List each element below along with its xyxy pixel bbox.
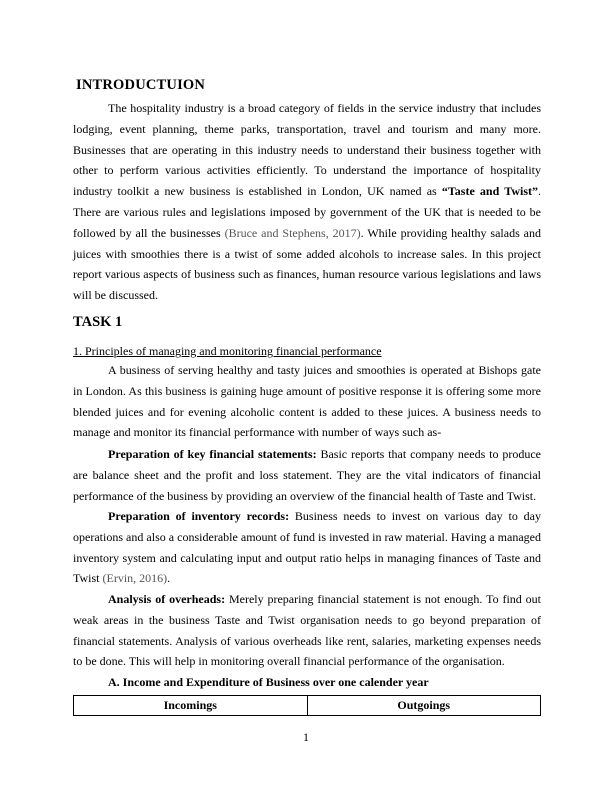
table-caption: A. Income and Expenditure of Business over one calender year [108,675,429,689]
business-name: “Taste and Twist” [441,184,538,199]
citation: (Bruce and Stephens, 2017) [224,225,361,240]
task1-heading: TASK 1 [73,314,123,330]
overheads-paragraph: Analysis of overheads: Merely preparing financial statement is not enough. To find out weak areas in the business Taste and Twist organisation needs to go beyond preparation of financial statements. Analysis of various overheads like rent, salaries, marketing expenses needs to be done. This will help in monitoring overall financial performance of the organisation. [73,592,541,669]
introduction-heading: INTRODUCTUION [76,77,206,93]
income-expenditure-table [73,695,541,716]
page-number: 1 [303,730,309,744]
introduction-paragraph: The hospitality industry is a broad category of fields in the service industry that includes lodging, event planning, theme parks, transportation, travel and tourism and many more. Businesses that are operating in this industry needs to understand their business together with other to perform various activities efficiently. To understand the importance of hospitality industry toolkit a new business is established in London, UK named as “Taste and Twist”. There are various rules and legislations imposed by government of the UK that is needed to be followed by all the businesses (Bruce and Stephens, 2017). While providing healthy salads and juices with smoothies there is a twist of some added alcohols to increase sales. In this project report various aspects of business such as finances, human resource various legislations and laws will be discussed. [73,101,541,303]
outgoings-header: Outgoings [307,696,541,716]
task1-subheading: 1. Principles of managing and monitoring financial performance [73,344,382,358]
citation: (Ervin, 2016) [102,571,168,586]
task1-paragraph: A business of serving healthy and tasty juices and smoothies is operated at Bishops gate in London. As this business is gaining huge amount of positive response it is offering some more blended juices and for evening alcoholic content is added to these juices. A business needs to manage and monitor its financial performance with number of ways such as- [73,363,541,440]
financial-statements-paragraph: Preparation of key financial statements: Basic reports that company needs to produce are balance sheet and the profit and loss statement. They are the vital indicators of financial performance of the business by providing an overview of the financial health of Taste and Twist. [73,447,541,503]
table-header-row [74,696,541,716]
inventory-records-paragraph: Preparation of inventory records: Business needs to invest on various day to day operations and also a considerable amount of fund is invested in raw material. Having a managed inventory system and calculating input and output ratio helps in managing finances of Taste and Twist (Ervin, 2016). [73,509,541,586]
incomings-header: Incomings [74,696,308,716]
